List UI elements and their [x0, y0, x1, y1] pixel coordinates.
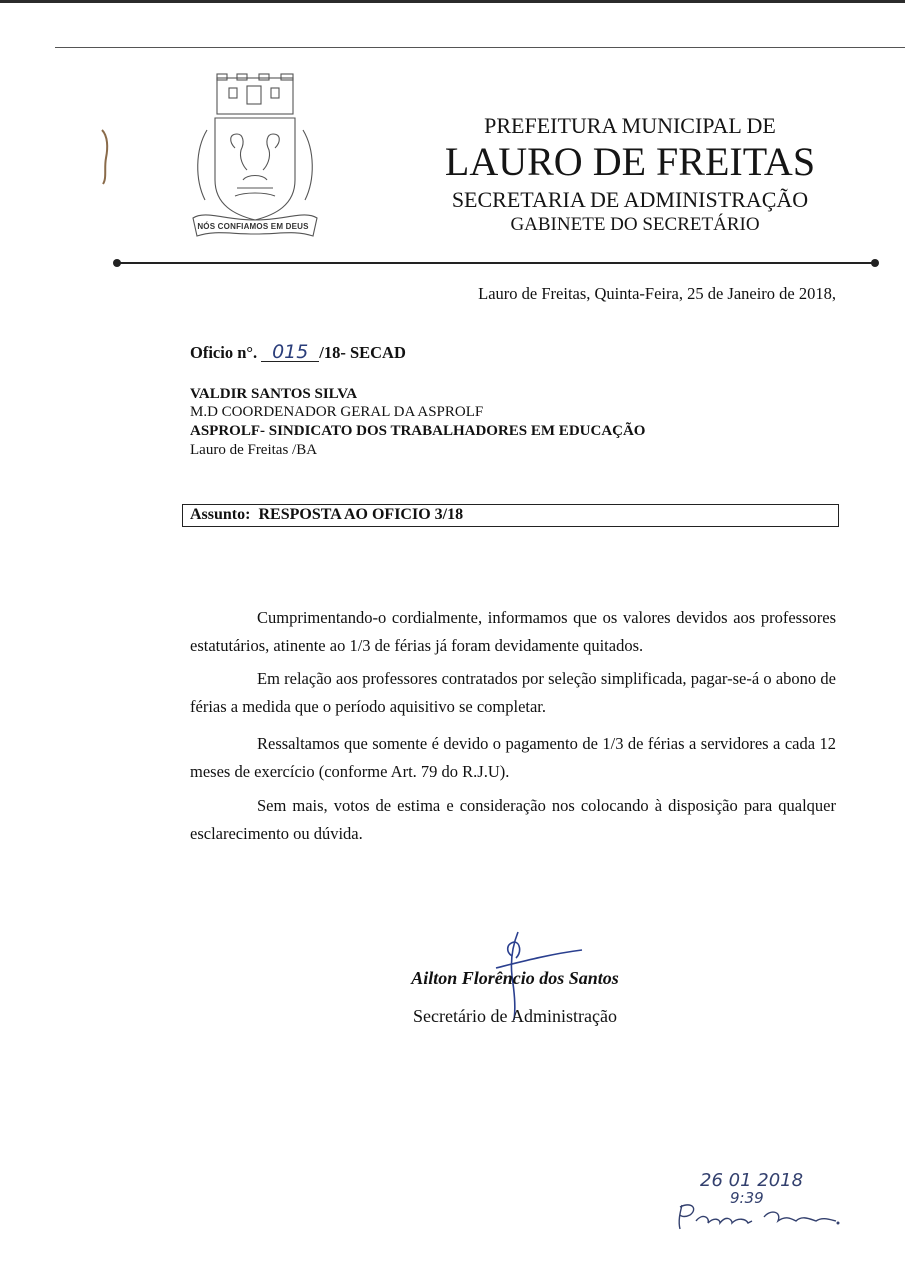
body-paragraph: Sem mais, votos de estima e consideração nos colocando à disposição para qualquer esclarecimento ou dúvida.: [190, 796, 836, 843]
body-paragraph: Cumprimentando-o cordialmente, informamos que os valores devidos aos professores estatutários, atinente ao 1/3 de férias já foram devidamente quitados.: [190, 608, 836, 655]
subject-text: RESPOSTA AO OFICIO 3/18: [258, 506, 464, 523]
body-paragraph: Ressaltamos que somente é devido o pagamento de 1/3 de férias a servidores a cada 12 meses de exercício (conforme Art. 79 do R.J.U).: [190, 734, 836, 781]
subject-line: [190, 506, 463, 524]
divider-dot-left: [113, 259, 121, 267]
coat-of-arms: [185, 70, 325, 245]
signatory-name: Ailton Florêncio dos Santos: [411, 968, 619, 988]
header-line-city: LAURO DE FREITAS: [444, 139, 816, 184]
divider-dot-right: [871, 259, 879, 267]
crest-motto: NÓS CONFIAMOS EM DEUS: [197, 222, 309, 231]
header-line-prefeitura: PREFEITURA MUNICIPAL DE: [484, 113, 776, 138]
oficio-number-handwritten: 015: [261, 343, 319, 362]
oficio-number-line: [190, 343, 406, 363]
signatory-role: Secretário de Administração: [413, 1006, 617, 1026]
oficio-prefix: Oficio n°.: [190, 343, 258, 362]
receipt-time-handwritten: 9:39: [730, 1189, 764, 1207]
receipt-date-handwritten: 26 01 2018: [700, 1170, 804, 1191]
oficio-suffix: /18- SECAD: [319, 343, 406, 362]
recipient-city: Lauro de Freitas /BA: [190, 442, 318, 458]
header-line-secretaria: SECRETARIA DE ADMINISTRAÇÃO: [451, 187, 809, 212]
dateline: Lauro de Freitas, Quinta-Feira, 25 de Janeiro de 2018,: [478, 284, 836, 303]
top-rule: [55, 47, 905, 48]
subject-label: Assunto:: [190, 506, 251, 523]
body-paragraph: Em relação aos professores contratados por seleção simplificada, pagar-se-á o abono de férias a medida que o período aquisitivo se completar.: [190, 669, 836, 716]
recipient-name: VALDIR SANTOS SILVA: [190, 386, 358, 402]
scan-edge: [0, 0, 905, 3]
recipient-role: M.D COORDENADOR GERAL DA ASPROLF: [190, 404, 484, 420]
staple-mark: [98, 128, 112, 186]
header-divider: [118, 262, 876, 264]
header-line-gabinete: GABINETE DO SECRETÁRIO: [510, 214, 760, 235]
recipient-organization: ASPROLF- SINDICATO DOS TRABALHADORES EM EDUCAÇÃO: [190, 423, 646, 439]
receipt-signature-scribble: [640, 1165, 870, 1265]
